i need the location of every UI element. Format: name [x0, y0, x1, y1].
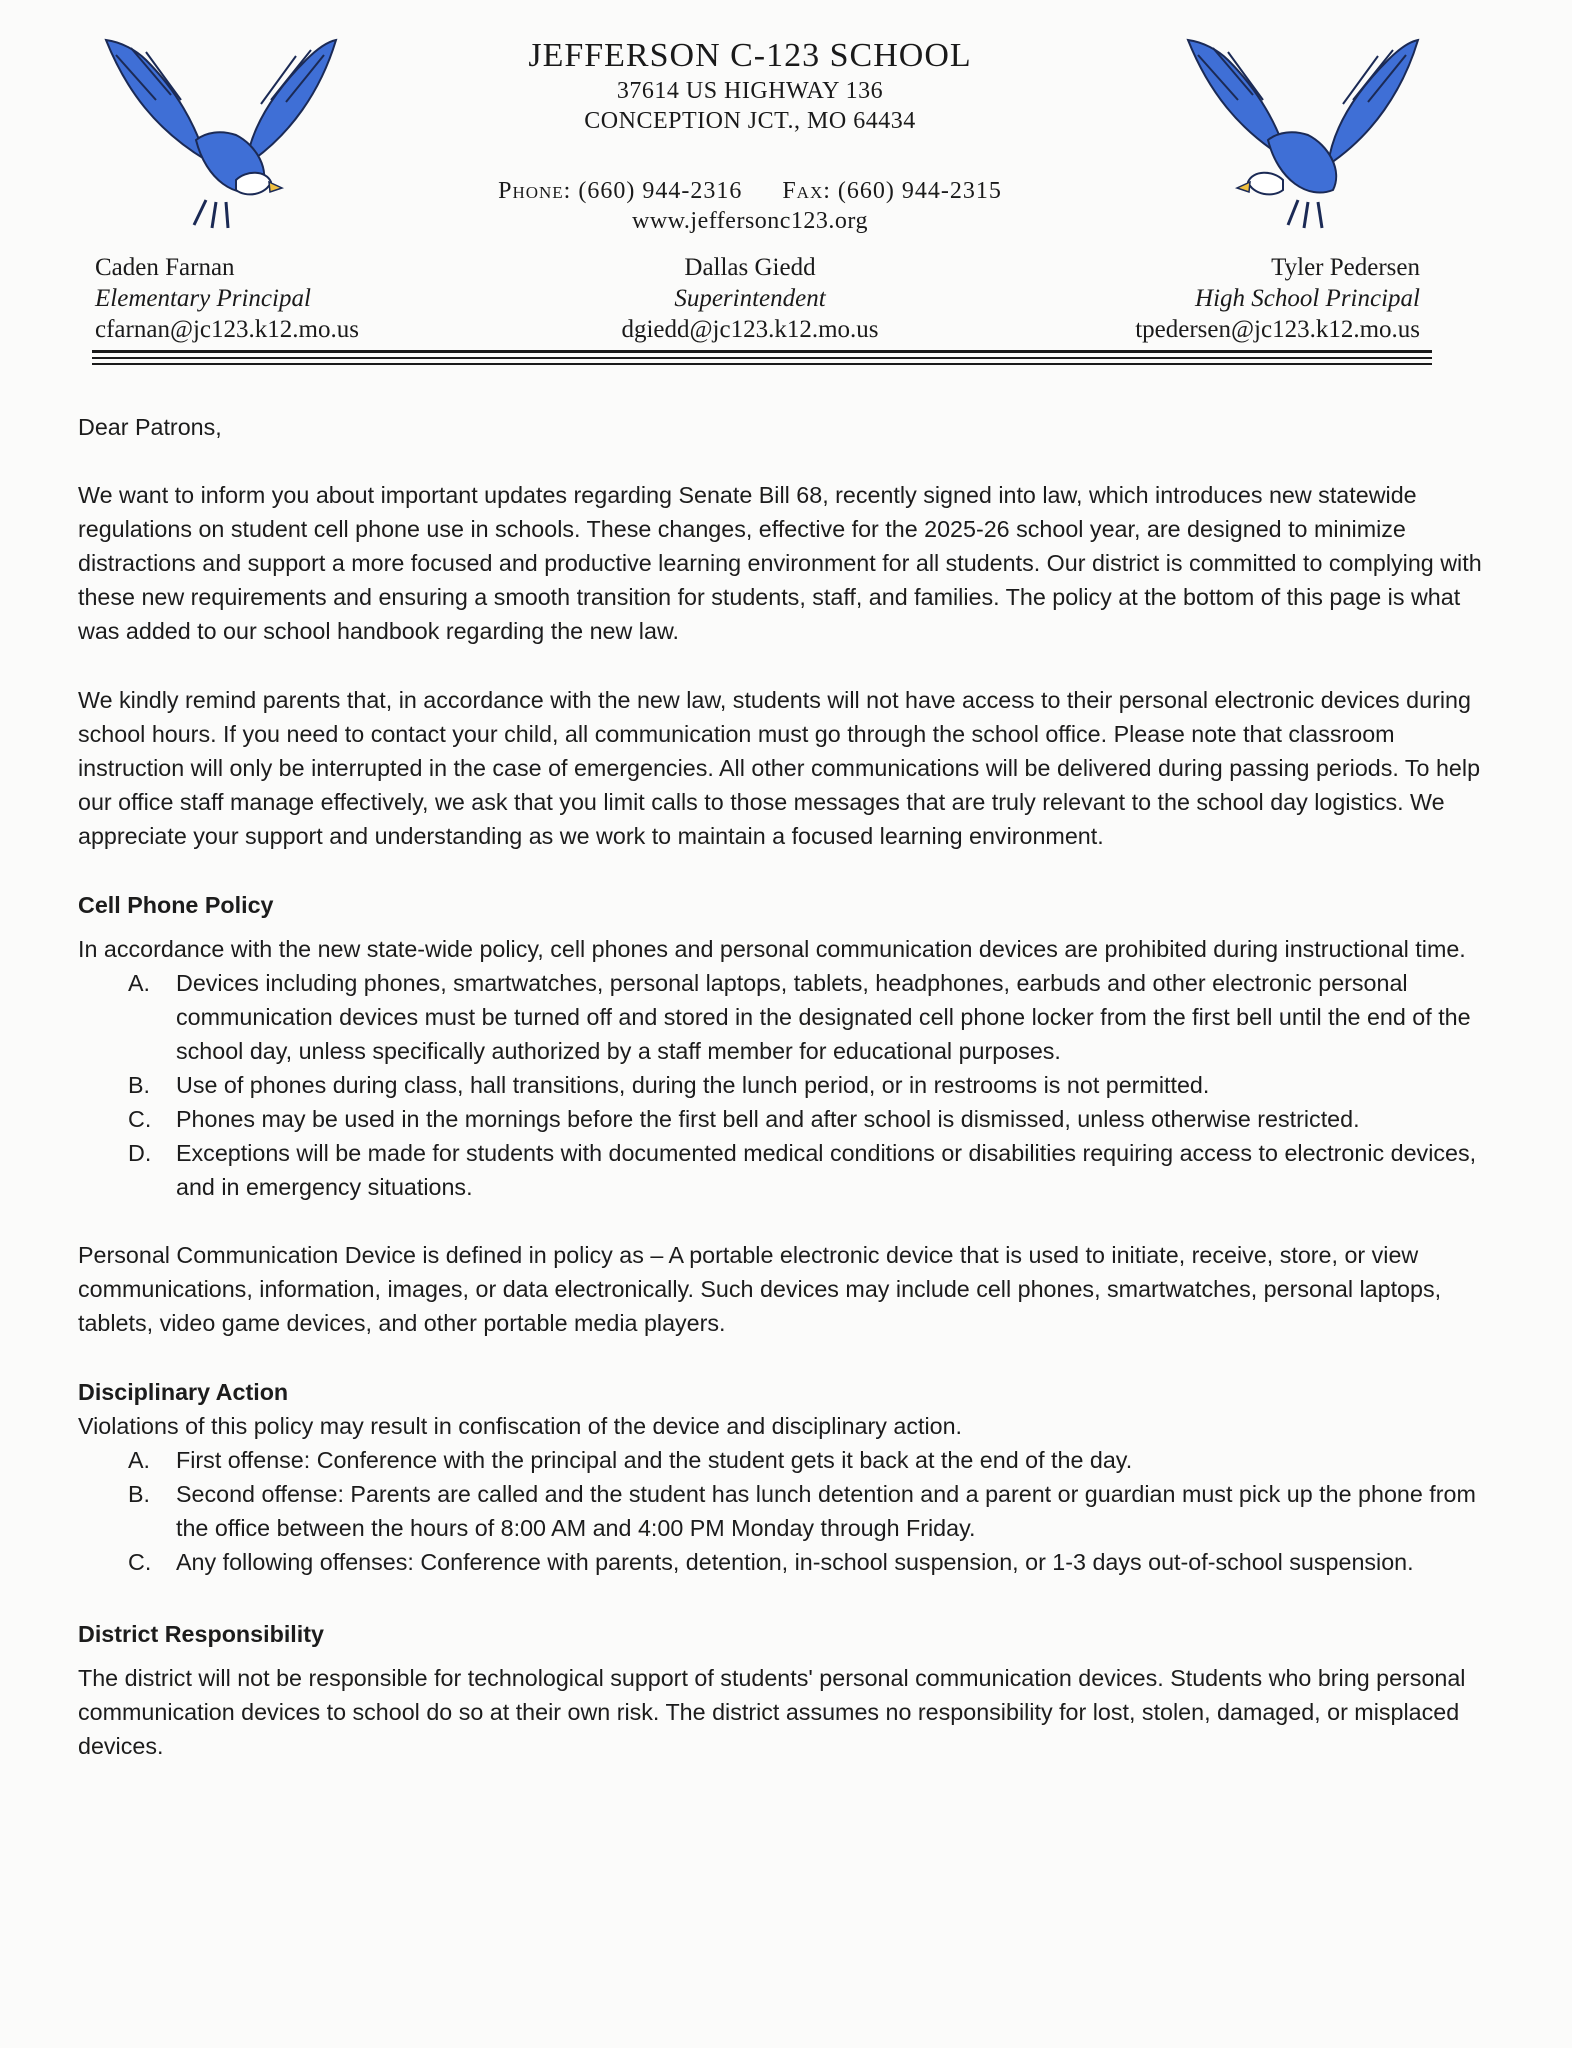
staff-elementary-principal [95, 252, 359, 345]
disciplinary-list [78, 1443, 1490, 1579]
staff-role: High School Principal [1195, 285, 1420, 312]
staff-name: Caden Farnan [95, 254, 235, 281]
list-item: A. First offense: Conference with the principal and the student gets it back at the end of the day. [128, 1447, 1133, 1473]
staff-role: Superintendent [674, 285, 826, 312]
intro-paragraph: We want to inform you about important updates regarding Senate Bill 68, recently signed into law, which introduces new statewide regulations on student cell phone use in schools. These changes, effective for the 2025-26 school year, are designed to minimize distractions and support a more focused and productive learning environment for all students. Our district is committed to complying with these new requirements and ensuring a smooth transition for students, staff, and families. The policy at the bottom of this page is what was added to our school handbook regarding the new law. [78, 482, 1482, 644]
contact-row [400, 176, 1100, 206]
device-definition: Personal Communication Device is defined in policy as – A portable electronic device that is used to initiate, receive, store, or view communications, information, images, or data electronically. Such devices may include cell phones, smartwatches, personal laptops, tablets, video game devices, and other portable media players. [78, 1242, 1442, 1336]
reminder-paragraph: We kindly remind parents that, in accordance with the new law, students will not have access to their personal electronic devices during school hours. If you need to contact your child, all communication must go through the school office. Please note that classroom instruction will only be interrupted in the case of emergencies. All other communications will be delivered during passing periods. To help our office staff manage effectively, we ask that you limit calls to those messages that are truly relevant to the school day logistics. We appreciate your support and understanding as we work to maintain a focused learning environment. [78, 687, 1481, 849]
section-heading-cell-phone-policy: Cell Phone Policy [78, 892, 274, 918]
blue-eagle-icon [86, 30, 356, 240]
policy-intro: In accordance with the new state-wide policy, cell phones and personal communication devices are prohibited during instructional time. [78, 936, 1466, 962]
website-link[interactable]: www.jeffersonc123.org [631, 208, 868, 234]
letter-body [78, 410, 1490, 1763]
address-line-1: 37614 US HIGHWAY 136 [616, 78, 884, 104]
header-divider [92, 363, 1432, 365]
staff-role: Elementary Principal [95, 285, 311, 312]
list-item: B. Use of phones during class, hall transitions, during the lunch period, or in restrooms is not permitted. [128, 1072, 1210, 1098]
staff-email[interactable]: cfarnan@jc123.k12.mo.us [95, 316, 359, 343]
section-heading-disciplinary-action: Disciplinary Action [78, 1379, 289, 1405]
staff-high-school-principal [1060, 252, 1420, 345]
list-item: B. Second offense: Parents are called and the student has lunch detention and a parent or guardian must pick up the phone from the office between the hours of 8:00 AM and 4:00 PM Monday through Friday. [128, 1481, 1476, 1541]
blue-eagle-icon [1168, 30, 1438, 240]
phone-number: Phone: (660) 944-2316 [498, 178, 743, 204]
list-item: A. Devices including phones, smartwatches, personal laptops, tablets, headphones, earbuds and other electronic personal communication devices must be turned off and stored in the designated cell phone locker from the first bell until the end of the school day, unless specifically authorized by a staff member for educational purposes. [128, 970, 1471, 1064]
section-heading-district-responsibility: District Responsibility [78, 1621, 324, 1647]
staff-name: Dallas Giedd [684, 254, 816, 281]
salutation: Dear Patrons, [78, 414, 222, 440]
school-header [400, 36, 1100, 236]
header-divider [92, 350, 1432, 353]
district-responsibility-text: The district will not be responsible for technological support of students' personal communication devices. Students who bring personal communication devices to school do so at their own risk. The district assumes no responsibility for lost, stolen, damaged, or misplaced devices. [78, 1665, 1466, 1759]
address-line-2: CONCEPTION JCT., MO 64434 [584, 108, 916, 134]
policy-list [78, 966, 1490, 1204]
fax-number: Fax: (660) 944-2315 [782, 178, 1002, 204]
school-name: JEFFERSON C-123 SCHOOL [528, 37, 972, 74]
staff-superintendent [560, 252, 940, 345]
staff-email[interactable]: dgiedd@jc123.k12.mo.us [621, 316, 879, 343]
staff-name: Tyler Pedersen [1271, 254, 1420, 281]
header-divider [92, 357, 1432, 359]
list-item: C. Any following offenses: Conference with parents, detention, in-school suspension, or 1-3 days out-of-school suspension. [128, 1549, 1414, 1575]
list-item: D. Exceptions will be made for students with documented medical conditions or disabilities requiring access to electronic devices, and in emergency situations. [128, 1140, 1477, 1200]
disciplinary-intro: Violations of this policy may result in confiscation of the device and disciplinary action. [78, 1413, 963, 1439]
list-item: C. Phones may be used in the mornings before the first bell and after school is dismissed, unless otherwise restricted. [128, 1106, 1360, 1132]
staff-email[interactable]: tpedersen@jc123.k12.mo.us [1135, 316, 1420, 343]
